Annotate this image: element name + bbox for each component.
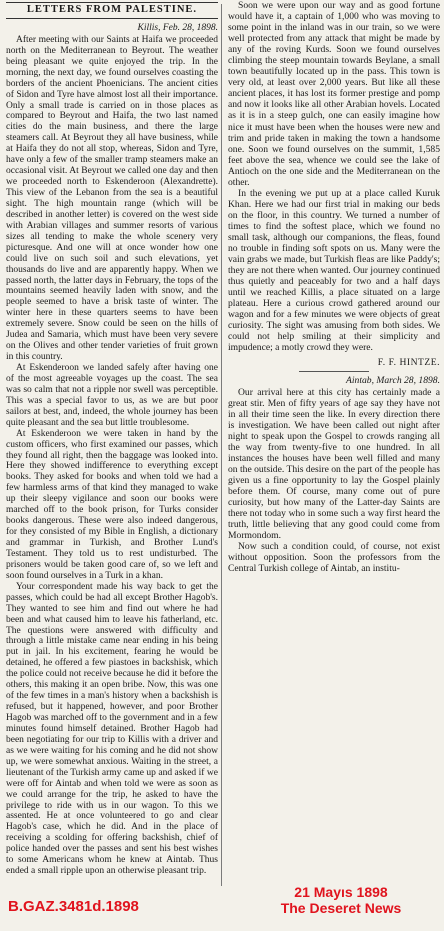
archive-reference: B.GAZ.3481d.1898	[8, 898, 139, 915]
article-headline: LETTERS FROM PALESTINE.	[6, 2, 218, 19]
letter1-paragraph: At Eskenderoon we were taken in hand by the custom officers, who first examined our passes, which they found all right, then the baggage was looked into. Here they showed indifference to everything except books. They asked for books and when told we had a few harmless arms of that kind they managed to wake up their sleepy vigilance and soon our books were marched off to the book prison, for Turks consider books dangerous. These were also indeed dangerous, for they consisted of my Bible in English, a dictionary and grammar in Turkish, and Brother Lund's Testament. They told us to rest undisturbed. The prisoners would be taken good care of, so we left and soon found ourselves in a Turk in a khan.	[6, 428, 218, 581]
section-rule	[299, 371, 369, 372]
letter1-paragraph: Soon we were upon our way and as good fortune would have it, a captain of 1,000 who was moving to some point in the inland was in our train, so we were well protected from any attack that might be made by any of the roving Kurds. Soon we found ourselves climbing the steep mountain towards Beylane, a small town beautifully located up in the pass. This town is very old, at least over 2,000 years. But like all these ancient places, it has lost its former prestige and pomp and now it looks like all other Arabian hovels. Located as it is in a steep gulch, one can easily imagine how nice it must have been when the houses were new and trim and pride taken in making the town a handsome one. Soon we found ourselves on the summit, 1,585 feet above the sea, whence we could see the lake of Antioch on the one side and the Mediterranean on the other.	[228, 0, 440, 188]
right-column	[228, 0, 440, 574]
publication-date: 21 Mayıs 1898	[294, 884, 388, 900]
letter1-paragraph: At Eskenderoon we landed safely after having one of the most agreeable voyages up the coast. The sea was so calm that not a ripple nor swell was perceptible. This was a special favor to us, as we are but poor sailors at best, and, indeed, the whole journey has been quite pleasant and the sea but little troublesome.	[6, 363, 218, 428]
column-divider	[221, 4, 222, 886]
letter1-paragraph: After meeting with our Saints at Haifa we proceeded north on the Mediterranean to Beyrout. The weather being pleasant we quite enjoyed the trip. In the morning, the next day, we found ourselves coasting the borders of the ancient Phoenicians. The ancient cities of Sidon and Tyre have almost lost all their importance. Only a small trade is carried on in those places as compared to Beyrout and Haifa, the two last named cities do the main business, and there the large steamers call. At Beyrout they all have business, while at Haifa they do not all stop, whereas, Sidon and Tyre, have only a few of the smaller tramp steamers make an occasional visit. At Beyrout we called one day and then we proceeded north to Eskenderoon (Alexandrette). This view of the Lebanon from the sea is a beautiful sight. The high mountain range (which will be described in another letter) is covered on the west side with Arabian villages and summer resorts of various sizes all tending to make the whole scenery very picturesque. And one will at once wonder how one could live on such soil and such elevations, yet thousands do live and are apparently happy. When we passed north, the latter days in February, the tops of the mountains seemed heavily laden with snow, and the people seemed to have a brisk taste of winter. The winter here in these quarters seems to have been extremely severe. Snow could be seen on the hills of Judea and Samaria, which must have been very severe on the Olives and other tender varieties of fruit grown in this country.	[6, 34, 218, 363]
publication-annotation	[246, 884, 436, 916]
letter1-paragraph: Your correspondent made his way back to get the passes, which could be had all except Brother Hagob's. They wanted to see him and find out where he had been and what caused him to leave his fatherland, etc. The questions were answered with difficulty and through a little mistake came near ending in his being put in jail. In his excitement, fearing he would be detained, he offered a few piastoes in backshisk, which the police could not receive because he did it before the others, this making it an open bribe. Now, this was one of the few times in a man's history when a backshish is refused, but it happened, however, and poor Brother Hagob was marched off to the government and in a few minutes found himself detained. Brother Hagob had been negotiating for our trip to Killis with a driver and as we were waiting for his coming and he did not show up, we were somewhat anxious. Waiting in the street, a lieutenant of the Turkish army came up and asked if we were off for Aintab and when told we were as soon as we could arrange for the trip, he asked to have the privilege to ride with us in our wagon. To this we assented. He at once volunteered to go and clear Hagob's case, which he did. And in the place of receiving a scolding for offering backshish, chief of police handed over the passes and sent his best wishes to some Americans whom he knew at Aintab. Thus ended a small ripple upon an otherwise pleasant trip.	[6, 581, 218, 877]
letter1-signature: F. F. HINTZE.	[377, 356, 440, 368]
letter1-dateline: Killis, Feb. 28, 1898.	[137, 22, 218, 33]
letter1-paragraph: In the evening we put up at a place called Kuruk Khan. Here we had our first trial in making our beds on the floor, in this country. We turned a number of times to find the softest place, which we found no small task, although our companions, the fleas, found no trouble in finding soft spots on us. Many were the vain grabs we made, but Turkish fleas are like Paddy's; they are not there when wanted. Our journey continued thus quietly and peaceably for two and a half days until we reached Killis, a place situated on a large plateau. Here a curious crowd gathered around our wagon and for a few minutes we were objects of great curiosity. The sight was amusing from both sides. We could not help smiling at their simplicity and impudence; a motly crowd they were.	[228, 187, 440, 354]
letter2-paragraph: Now such a condition could, of course, not exist without opposition. Soon the professors from the Central Turkish college of Aintab, an institu-	[228, 541, 440, 575]
left-column	[6, 0, 218, 877]
letter2-paragraph: Our arrival here at this city has certainly made a great stir. Men of fifty years of age say they have not in all their time seen the like. In every direction there is investigation. We have been called out night after night to speak upon the Gospel to crowds ranging all the way from twenty-five to one hundred. In all instances the houses have been well filled and many on the outside. This desire on the part of the people has given us a fine opportunity to lay the Gospel plainly before them. Of course, many come out of pure curiosity, but how many of the Latter-day Saints are there not today who in some such a way first heard the truth, little believing that any good could come from Mormondom.	[228, 386, 440, 542]
publication-name: The Deseret News	[280, 900, 402, 916]
letter2-dateline: Aintab, March 28, 1898.	[346, 374, 440, 386]
